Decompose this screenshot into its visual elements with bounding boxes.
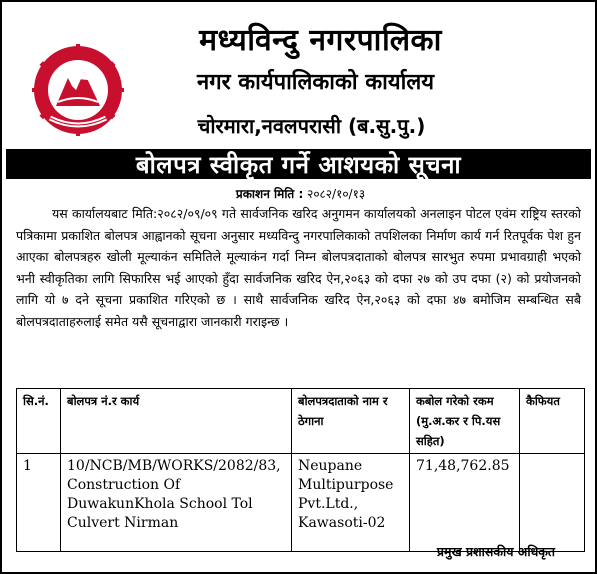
notice-title: बोलपत्र स्वीकृत गर्ने आशयको सूचना (135, 151, 462, 179)
cell-work: 10/NCB/MB/WORKS/2082/83, Construction Of DuwakunKhola School Tol Culvert Nirman (61, 454, 292, 552)
cell-amount: 71,48,762.85 (410, 454, 520, 552)
header-remarks: कैफियत (520, 389, 585, 454)
table-header-row (17, 389, 585, 454)
header-work: बोलपत्र नं.र कार्य (61, 389, 292, 454)
header-serial: सि.नं. (17, 389, 61, 454)
header-amount: कबोल गरेको रकम (मु.अ.कर र पि.यस सहित) (410, 389, 520, 454)
cell-remarks (520, 454, 585, 552)
signature-title: प्रमुख प्रशासकीय अधिकृत (436, 544, 555, 559)
publication-date (2, 185, 597, 202)
bid-table (16, 388, 585, 552)
table-row (17, 454, 585, 552)
cell-bidder: Neupane Multipurpose Pvt.Ltd., Kawasoti-02 (292, 454, 410, 552)
publication-date-label: प्रकाशन मिति : (235, 187, 304, 201)
cell-serial: 1 (17, 454, 61, 552)
org-name: मध्यविन्दु नगरपालिका (199, 23, 442, 58)
publication-date-value: २०८२/१०/१३ (307, 187, 366, 201)
office-address: चोरमारा,नवलपरासी (ब.सु.पु.) (197, 114, 426, 138)
office-name: नगर कार्यपालिकाको कार्यालय (197, 70, 434, 95)
notice-body: यस कार्यालयबाट मिति:२०८२/०९/०९ गते सार्वजनिक खरिद अनुगमन कार्यालयको अनलाइन पोटल एवंम राष्ट्रिय स्तरको पत्रिकामा प्रकाशित बोलपत्र आह्वानको सूचना अनुसार मध्यविन्दु नगरपालिकाको तपशिलका निर्माण कार्य गर्न रितपूर्वक पेश हुन आएका बोलपत्रहरु खोली मूल्याकंन समितिले मूल्याकंन गर्दा निम्न बोलपत्रदाताको बोलपत्र सारभुत रुपमा प्रभावग्राही भएको भनी स्वीकृतिका लागि सिफारिस भई आएको हुँदा सार्वजनिक खरिद ऐन,२०६३ को दफा २७ को उप दफा (२) को प्रयोजनको लागि यो ७ दने सूचना प्रकाशित गरिएको छ । साथै सार्वजनिक खरिद ऐन,२०६३ को दफा ४७ बमोजिम सम्बन्धित सबै बोलपत्रदाताहरुलाई समेत यसै सूचनाद्वारा जानकारी गराइन्छ । (16, 206, 581, 329)
notice-title-bar (6, 149, 591, 179)
header-bidder: बोलपत्रदाताको नाम र ठेगाना (292, 389, 410, 454)
